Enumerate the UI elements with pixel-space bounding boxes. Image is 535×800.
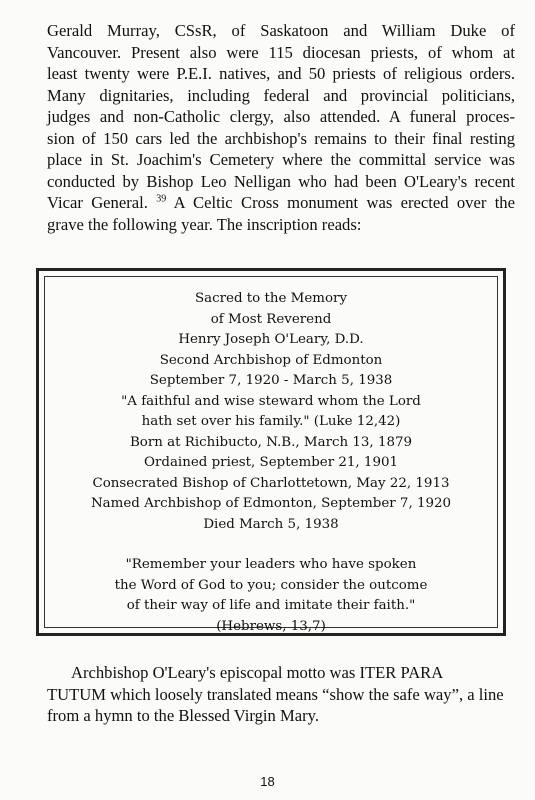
motto-line: TUTUM which loosely translated means “show the safe way”, a line bbox=[47, 684, 504, 704]
intro-line-with-footnote bbox=[47, 192, 515, 214]
inscription-frame bbox=[36, 268, 506, 636]
quote-line: the Word of God to you; consider the outcome bbox=[114, 577, 428, 593]
inscription-line: Died March 5, 1938 bbox=[203, 516, 339, 532]
intro-line: Vancouver. Present also were 115 diocesan priests, of whom at bbox=[47, 42, 515, 62]
intro-text: A Celtic Cross monument was erected over the bbox=[166, 193, 515, 212]
scripture-quote bbox=[39, 555, 503, 637]
intro-line: judges and non-Catholic clergy, also attended. A funeral proces- bbox=[47, 107, 515, 126]
inscription-line: Born at Richibucto, N.B., March 13, 1879 bbox=[129, 434, 413, 450]
inscription-line: Named Archbishop of Edmonton, September 7, 1920 bbox=[90, 496, 452, 511]
motto-paragraph bbox=[47, 662, 515, 727]
quote-line: "Remember your leaders who have spoken bbox=[125, 557, 417, 572]
intro-line: grave the following year. The inscription reads: bbox=[47, 214, 362, 234]
inscription-line: "A faithful and wise steward whom the Lord bbox=[121, 393, 421, 409]
intro-line: conducted by Bishop Leo Nelligan who had been O'Leary's recent bbox=[47, 171, 515, 191]
inscription-line: of Most Reverend bbox=[210, 311, 332, 327]
quote-line: of their way of life and imitate their faith." bbox=[126, 598, 416, 613]
intro-line: place in St. Joachim's Cemetery where the committal service was bbox=[47, 150, 515, 169]
intro-line: sion of 150 cars led the archbishop's remains to their final resting bbox=[47, 128, 515, 148]
footnote-reference: 39 bbox=[156, 193, 167, 205]
intro-text: Vicar General. bbox=[47, 193, 148, 212]
intro-line: Many dignitaries, including federal and provincial politicians, bbox=[47, 85, 515, 105]
inscription-line: Sacred to the Memory bbox=[194, 291, 348, 306]
inscription-line: Ordained priest, September 21, 1901 bbox=[144, 455, 398, 470]
intro-paragraph bbox=[47, 20, 515, 235]
inscription-line: September 7, 1920 - March 5, 1938 bbox=[149, 373, 393, 388]
inscription-line: Henry Joseph O'Leary, D.D. bbox=[178, 332, 364, 347]
quote-citation: (Hebrews, 13,7) bbox=[216, 618, 326, 634]
inscription-line: Consecrated Bishop of Charlottetown, May 22, 1913 bbox=[92, 475, 450, 491]
inscription-line: hath set over his family." (Luke 12,42) bbox=[141, 414, 401, 429]
intro-line: Gerald Murray, CSsR, of Saskatoon and William Duke of bbox=[47, 21, 515, 40]
inscription-text bbox=[39, 289, 503, 637]
inscription-line: Second Archbishop of Edmonton bbox=[159, 352, 383, 368]
intro-line: least twenty were P.E.I. natives, and 50 priests of religious orders. bbox=[47, 64, 515, 83]
page-number: 18 bbox=[260, 774, 275, 789]
motto-line: from a hymn to the Blessed Virgin Mary. bbox=[47, 706, 319, 725]
motto-line: Archbishop O'Leary's episcopal motto was ITER PARA bbox=[71, 663, 444, 682]
